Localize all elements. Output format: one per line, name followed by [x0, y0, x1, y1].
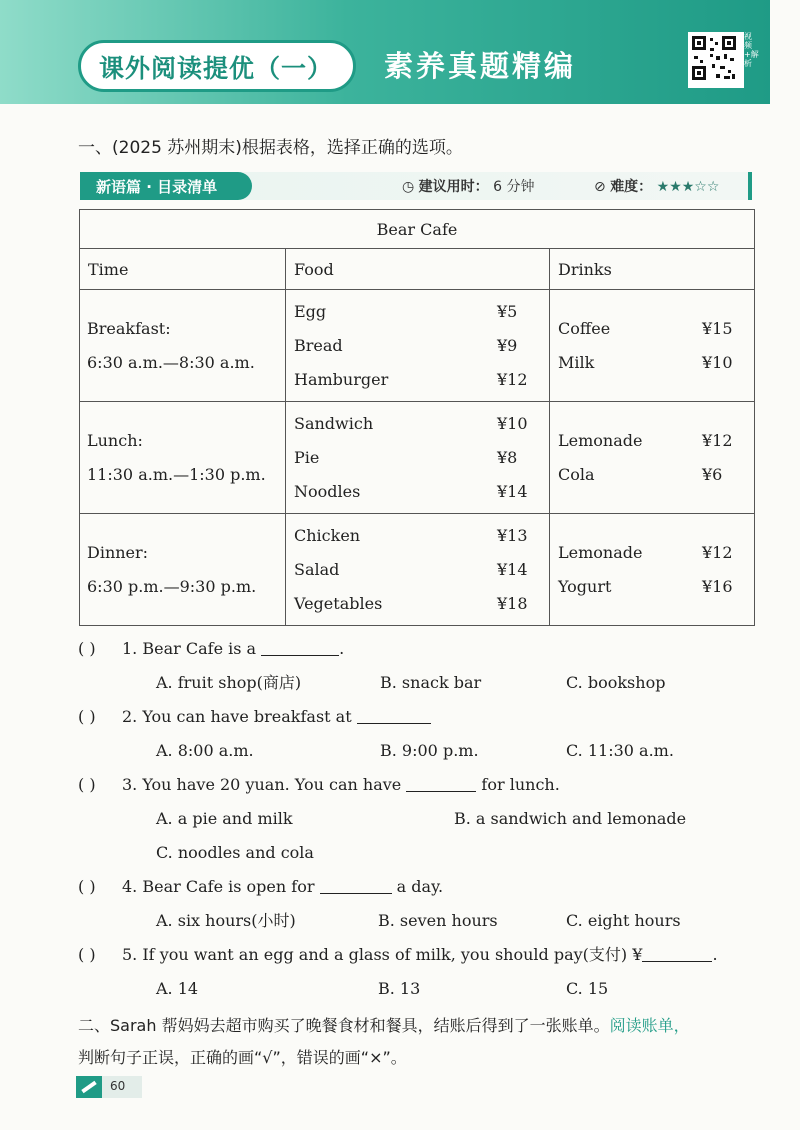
option-a[interactable]: A. 14	[156, 979, 199, 998]
option-c[interactable]: C. 11:30 a.m.	[566, 741, 674, 760]
menu-title: Bear Cafe	[80, 210, 755, 249]
drink-item	[558, 424, 746, 458]
drink-name: Coffee	[558, 318, 611, 338]
question-number: 5.	[122, 945, 138, 964]
drinks-cell	[550, 514, 755, 626]
food-name: Bread	[294, 335, 343, 355]
menu-row-breakfast	[80, 290, 755, 402]
option-c[interactable]: C. noodles and cola	[156, 843, 314, 862]
question-text: You have 20 yuan. You can have	[142, 775, 402, 794]
meal-hours: 11:30 a.m.—1:30 p.m.	[87, 464, 266, 484]
food-name: Sandwich	[294, 413, 374, 433]
question-text-end: .	[339, 639, 345, 658]
food-price: ¥9	[497, 335, 518, 355]
section-title: 课外阅读提优（一）	[99, 54, 334, 83]
food-price: ¥13	[497, 525, 528, 545]
option-b[interactable]: B. 9:00 p.m.	[380, 741, 479, 760]
option-c[interactable]: C. 15	[566, 979, 609, 998]
question-text: Bear Cafe is a	[142, 639, 257, 658]
question-number: 2.	[122, 707, 138, 726]
page-footer	[76, 1076, 142, 1098]
food-name: Pie	[294, 447, 320, 467]
meal-name: Breakfast:	[87, 318, 171, 338]
food-price: ¥8	[497, 447, 518, 467]
meal-hours: 6:30 p.m.—9:30 p.m.	[87, 576, 257, 596]
question-2	[78, 700, 768, 734]
pencil-icon	[76, 1076, 102, 1098]
drink-price: ¥10	[702, 352, 733, 372]
food-name: Noodles	[294, 481, 361, 501]
header-time: Time	[80, 249, 286, 290]
header-drinks: Drinks	[550, 249, 755, 290]
option-b[interactable]: B. snack bar	[380, 673, 482, 692]
option-c[interactable]: C. eight hours	[566, 911, 681, 930]
food-item	[294, 295, 541, 329]
qr-code-icon[interactable]	[688, 32, 744, 88]
drink-price: ¥12	[702, 430, 733, 450]
time-value: 6 分钟	[493, 179, 535, 195]
time-cell	[80, 290, 286, 402]
answer-blank[interactable]	[357, 703, 431, 724]
drink-item	[558, 570, 746, 604]
header-food: Food	[286, 249, 550, 290]
options-3	[78, 802, 768, 836]
food-name: Chicken	[294, 525, 361, 545]
section2-instruction	[78, 1010, 768, 1074]
food-cell	[286, 402, 550, 514]
question-3	[78, 768, 768, 802]
question-text-end: for lunch.	[481, 775, 560, 794]
drink-item	[558, 312, 746, 346]
difficulty-stars: ★★★☆☆	[656, 179, 720, 195]
drink-name: Lemonade	[558, 430, 643, 450]
answer-paren[interactable]: ( )	[78, 877, 96, 896]
food-price: ¥18	[497, 593, 528, 613]
options-1	[78, 666, 768, 700]
food-price: ¥14	[497, 481, 528, 501]
info-bar	[80, 172, 752, 200]
qr-side-label: 视频+解析	[744, 32, 759, 68]
clock-icon: ◷	[402, 179, 415, 195]
bar-end-accent	[748, 172, 752, 200]
drink-price: ¥6	[702, 464, 723, 484]
question-text-end: .	[712, 945, 718, 964]
menu-table	[79, 209, 755, 626]
question-text: If you want an egg and a glass of milk, you should pay(支付) ¥	[142, 945, 643, 964]
food-price: ¥5	[497, 301, 518, 321]
question-text: You can have breakfast at	[142, 707, 352, 726]
food-cell	[286, 290, 550, 402]
options-5	[78, 972, 768, 1006]
drink-price: ¥15	[702, 318, 733, 338]
food-item	[294, 363, 541, 397]
answer-blank[interactable]	[261, 635, 339, 656]
drinks-cell	[550, 402, 755, 514]
food-price: ¥14	[497, 559, 528, 579]
question-number: 3.	[122, 775, 138, 794]
genre-tag-label: 新语篇 · 目录清单	[96, 178, 218, 196]
page-number: 60	[110, 1079, 126, 1093]
question-text-end: a day.	[396, 877, 444, 896]
options-4	[78, 904, 768, 938]
food-item	[294, 519, 541, 553]
food-item	[294, 553, 541, 587]
question-number: 4.	[122, 877, 138, 896]
meal-hours: 6:30 a.m.—8:30 a.m.	[87, 352, 255, 372]
food-item	[294, 441, 541, 475]
drink-price: ¥16	[702, 576, 733, 596]
genre-tag	[80, 172, 252, 200]
drink-name: Lemonade	[558, 542, 643, 562]
difficulty	[594, 176, 719, 196]
check-circle-icon: ⊘	[594, 179, 606, 195]
option-a[interactable]: A. six hours(小时)	[156, 911, 296, 930]
section2-text-line2: 判断句子正误，正确的画“√”，错误的画“×”。	[78, 1048, 407, 1067]
drinks-cell	[550, 290, 755, 402]
food-name: Egg	[294, 301, 327, 321]
section1-instruction: 一、(2025 苏州期末)根据表格，选择正确的选项。	[78, 138, 463, 158]
options-2	[78, 734, 768, 768]
option-b[interactable]: B. seven hours	[378, 911, 498, 930]
drink-item	[558, 346, 746, 380]
section2-highlight: 阅读账单，	[609, 1016, 690, 1035]
drink-price: ¥12	[702, 542, 733, 562]
food-item	[294, 407, 541, 441]
option-b[interactable]: B. a sandwich and lemonade	[454, 809, 687, 828]
question-1	[78, 632, 768, 666]
food-item	[294, 475, 541, 509]
question-5	[78, 938, 768, 972]
menu-row-dinner	[80, 514, 755, 626]
answer-paren[interactable]: ( )	[78, 707, 96, 726]
answer-paren[interactable]: ( )	[78, 945, 96, 964]
option-b[interactable]: B. 13	[378, 979, 421, 998]
question-number: 1.	[122, 639, 138, 658]
answer-blank[interactable]	[642, 941, 712, 962]
suggested-time	[402, 176, 534, 196]
time-label: 建议用时：	[418, 179, 489, 195]
drink-name: Cola	[558, 464, 595, 484]
difficulty-label: 难度：	[610, 179, 653, 195]
answer-blank[interactable]	[406, 771, 476, 792]
header-pill	[78, 40, 356, 92]
answer-paren[interactable]: ( )	[78, 639, 96, 658]
questions-list	[78, 632, 768, 1006]
food-item	[294, 587, 541, 621]
section2-text: 二、Sarah 帮妈妈去超市购买了晚餐食材和餐具，结账后得到了一张账单。	[78, 1016, 610, 1035]
drink-item	[558, 536, 746, 570]
drink-name: Milk	[558, 352, 595, 372]
food-price: ¥10	[497, 413, 528, 433]
food-name: Vegetables	[294, 593, 383, 613]
option-a[interactable]: A. a pie and milk	[156, 809, 293, 828]
food-cell	[286, 514, 550, 626]
drink-name: Yogurt	[558, 576, 612, 596]
answer-paren[interactable]: ( )	[78, 775, 96, 794]
option-c[interactable]: C. bookshop	[566, 673, 666, 692]
question-text: Bear Cafe is open for	[142, 877, 315, 896]
section-subtitle: 素养真题精编	[384, 49, 577, 83]
options-3b	[78, 836, 768, 870]
menu-row-lunch	[80, 402, 755, 514]
meal-name: Lunch:	[87, 430, 143, 450]
food-name: Hamburger	[294, 369, 389, 389]
option-a[interactable]: A. fruit shop(商店)	[156, 673, 302, 692]
food-price: ¥12	[497, 369, 528, 389]
question-4	[78, 870, 768, 904]
time-cell	[80, 514, 286, 626]
answer-blank[interactable]	[320, 873, 392, 894]
drink-item	[558, 458, 746, 492]
food-name: Salad	[294, 559, 340, 579]
meal-name: Dinner:	[87, 542, 149, 562]
header-banner	[0, 0, 770, 104]
food-item	[294, 329, 541, 363]
option-a[interactable]: A. 8:00 a.m.	[156, 741, 254, 760]
time-cell	[80, 402, 286, 514]
